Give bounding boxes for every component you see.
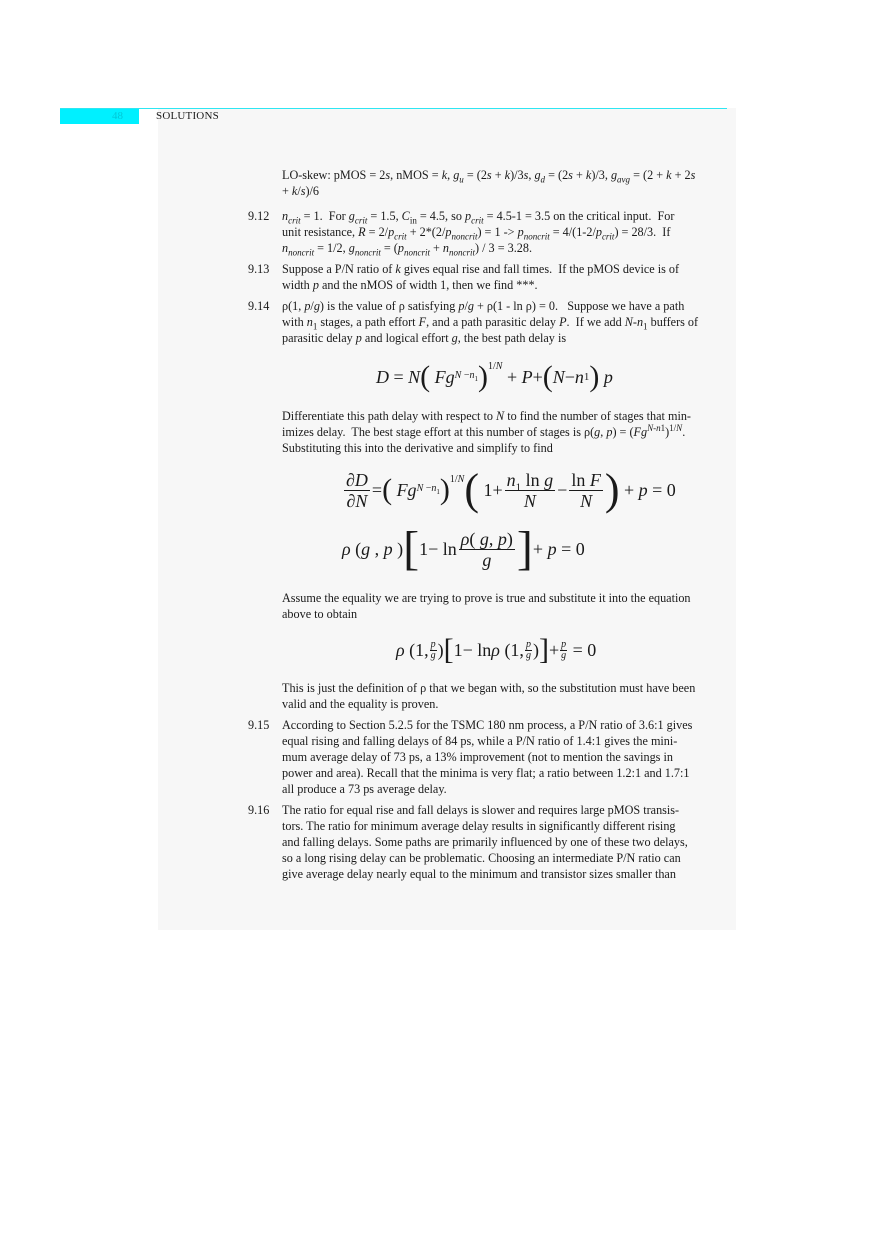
- text-line: Substituting this into the derivative and simplify to find: [282, 441, 553, 455]
- text-line: with $n_1$ stages, a path effort F, and a path parasitic delay P. If we add $N-n_1$ buffers of: [282, 315, 699, 332]
- problem-9-12: [248, 208, 724, 256]
- text-line: power and area). Recall that the minima is very flat; a ratio between 1.2:1 and 1.7:1: [282, 766, 690, 780]
- text-line: LO-skew: pMOS = 2s, nMOS = k, $g_u = (2s + k)/3s$, $g_d = (2s + k)/3$, $g_{avg} = (2 + k + 2s$: [282, 168, 696, 185]
- problem-number: 9.12: [248, 209, 270, 223]
- problem-9-14: [248, 298, 724, 712]
- text-line: This is just the definition of ρ that we began with, so the substitution must have been: [282, 681, 696, 695]
- text-line: + k/s)/6: [282, 184, 320, 198]
- text-line: and falling delays. Some paths are primarily influenced by one of these two delays,: [282, 835, 688, 849]
- text-line: ρ(1, p/g) is the value of ρ satisfying p/g + ρ(1 - ln ρ) = 0. Suppose we have a path: [282, 299, 685, 313]
- running-head: SOLUTIONS: [156, 110, 219, 122]
- problem-number: 9.14: [248, 299, 270, 313]
- text-line: $n_{crit} = 1$. For $g_{crit} = 1.5$, $C_{in} = 4.5$, so $p_{crit} = 4.5-1 = 3.5$ on the critical input. For: [282, 209, 675, 226]
- page-number: 48: [112, 110, 123, 122]
- text-line: Assume the equality we are trying to prove is true and substitute it into the equation: [282, 591, 691, 605]
- problem-9-13: [248, 261, 724, 293]
- text-line: imizes delay. The best stage effort at this number of stages is ρ(g, $p) = (Fg^{N-n1})^{1/N}$.: [282, 422, 686, 439]
- problem-number: 9.13: [248, 262, 270, 276]
- equation-derivative: $\frac{\partial D}{\partial N}$ = ( Fg $N -n_1$ ) $^{1/N}$ ( 1+ $\frac{n_1 \ln g}{N}$ − $\frac{\text{ln F}}{N}$ ) + p = 0: [346, 465, 676, 514]
- page-number-tab: [60, 109, 139, 124]
- text-line: $n_{noncrit} = 1/2$, $g_{noncrit} = (p_{noncrit} + n_{noncrit}) / 3 = 3.28$.: [282, 241, 532, 258]
- text-line: give average delay nearly equal to the minimum and transistor sizes smaller than: [282, 867, 676, 881]
- text-line: tors. The ratio for minimum average delay results in significantly different rising: [282, 819, 676, 833]
- page-body: [248, 167, 724, 882]
- text-line: mum average delay of 73 ps, a 13% improvement (not to mention the savings in: [282, 750, 673, 764]
- header-rule: [60, 108, 727, 109]
- equation-substituted: ρ (1, $\frac{p}{g}$ ) [ 1− ln ρ (1, $\frac{p}{g}$ ) ] + $\frac{p}{g}$ = 0: [396, 633, 597, 666]
- problem-number: 9.15: [248, 718, 270, 732]
- text-line: equal rising and falling delays of 84 ps, while a P/N ratio of 1.4:1 gives the mini-: [282, 734, 678, 748]
- text-line: The ratio for equal rise and fall delays is slower and requires large pMOS transis-: [282, 803, 680, 817]
- assume-paragraph: [282, 590, 724, 622]
- differentiate-paragraph: [282, 408, 724, 456]
- text-line: so a long rising delay can be problematic. Choosing an intermediate P/N ratio can: [282, 851, 681, 865]
- text-line: According to Section 5.2.5 for the TSMC 180 nm process, a P/N ratio of 3.6:1 gives: [282, 718, 693, 732]
- problem-9-15: [248, 717, 724, 797]
- text-line: unit resistance, $R = 2/p_{crit} + 2*(2/p_{noncrit}) = 1 -> p_{noncrit} = 4/(1-2/p_{crit}) = 28/3$. If: [282, 225, 671, 242]
- equation-path-delay: D = N ( Fg $N -n_1$ ) $^{1/N}$ + P + ( N − n 1 ) p: [376, 360, 613, 393]
- equation-rho: ρ ( g , p ) [ 1− ln $\frac{\rho( g, p)}{g}$ ] + p = 0: [342, 522, 585, 575]
- text-line: above to obtain: [282, 607, 358, 621]
- text-line: width p and the nMOS of width 1, then we find ***.: [282, 278, 538, 292]
- conclusion-paragraph: [282, 680, 724, 712]
- text-line: all produce a 73 ps average delay.: [282, 782, 447, 796]
- text-line: parasitic delay p and logical effort g, the best path delay is: [282, 331, 567, 345]
- text-line: Suppose a P/N ratio of k gives equal rise and fall times. If the pMOS device is of: [282, 262, 680, 276]
- problem-number: 9.16: [248, 803, 270, 817]
- text-line: Differentiate this path delay with respect to N to find the number of stages that min-: [282, 409, 691, 423]
- text-line: valid and the equality is proven.: [282, 697, 439, 711]
- lo-skew-paragraph: [282, 167, 724, 199]
- problem-9-16: [248, 802, 724, 882]
